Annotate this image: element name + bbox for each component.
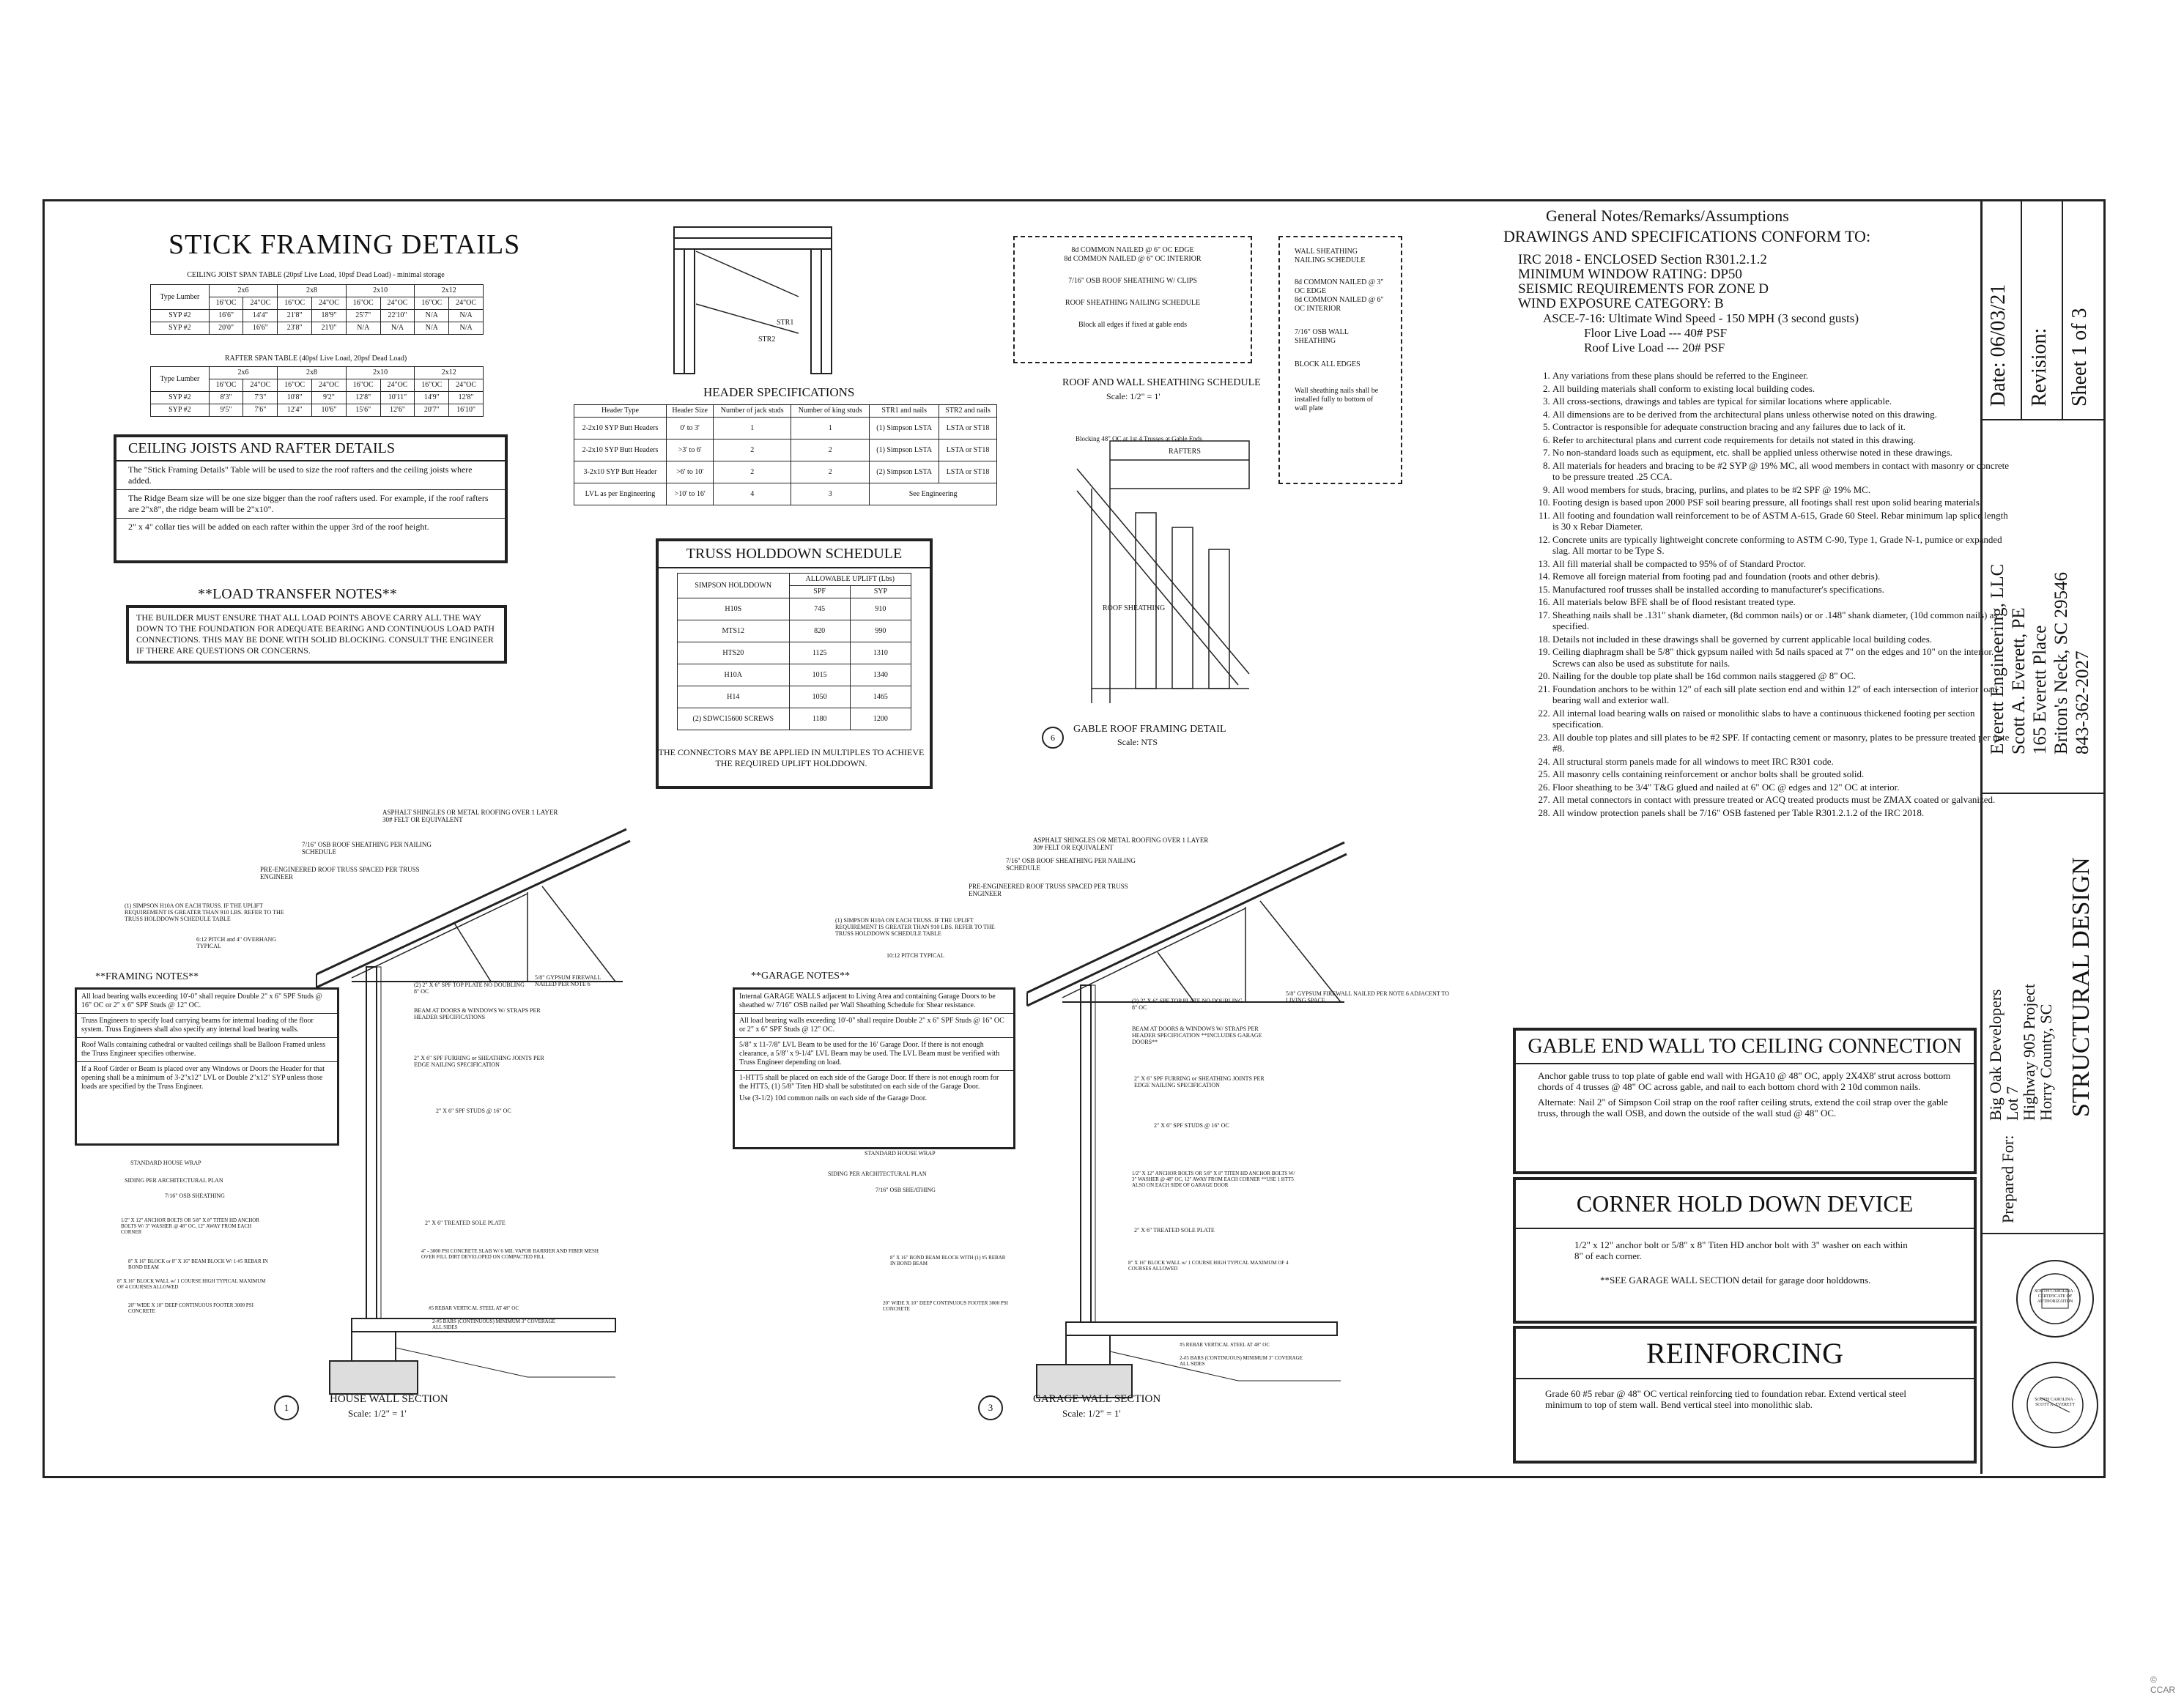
list-item: 20. Nailing for the double top plate shall be 16d common nails staggered @ 8" OC. bbox=[1552, 670, 2010, 682]
reinforcing-box bbox=[1513, 1326, 1977, 1464]
title-divider bbox=[2062, 199, 2063, 419]
house-section-scale: Scale: 1/2" = 1' bbox=[348, 1408, 407, 1419]
ceiling-rafter-details-title: CEILING JOISTS AND RAFTER DETAILS bbox=[116, 437, 505, 461]
list-item: 27. All metal connectors in contact with pressure treated or ACQ treated products must be ZMAX coated or galvanized. bbox=[1552, 794, 2010, 806]
house-label: 8" X 16" BLOCK or 8" X 16" BEAM BLOCK W/ 1-#5 REBAR IN BOND BEAM bbox=[128, 1258, 268, 1270]
gable-num: 6 bbox=[1042, 727, 1064, 749]
garage-label: 7/16" OSB SHEATHING bbox=[876, 1187, 936, 1193]
house-label: 20" WIDE X 10" DEEP CONTINUOUS FOOTER 3000 PSI CONCRETE bbox=[128, 1302, 253, 1314]
gable-label-top: Blocking 48" OC at 1st 4 Trusses at Gable Ends bbox=[1076, 435, 1202, 442]
rafter-span-table: Type Lumber 2x6 2x8 2x10 2x12 16"OC 24"OC 16"OC 24"OC 16"OC 24"OC 16"OC 24"OC SYP #2 8'3" 7'3" 10'8" 9'2" 12'8" 10'11" 14'9" 12'8" SYP #2 9'5" 7'6" 12'4" 10'6" 15'6" 12'6" 20'7" 16'10" bbox=[150, 366, 484, 417]
ceiling-rafter-p3: 2" x 4" collar ties will be added on each rafter within the upper 3rd of the roof height. bbox=[128, 522, 429, 532]
seal-text-1: SOUTH CAROLINA · CERTIFICATE OF AUTHORIZATION bbox=[2035, 1289, 2076, 1304]
house-label: 1/2" X 12" ANCHOR BOLTS OR 5/8" X 8" TITEN HD ANCHOR BOLTS W/ 3" WASHER @ 48" OC, 12" AWAY FROM EACH CORNER bbox=[121, 1217, 259, 1235]
house-label: 7/16" OSB ROOF SHEATHING PER NAILING SCHEDULE bbox=[302, 841, 432, 856]
list-item: 26. Floor sheathing to be 3/4" T&G glued and nailed at 6" OC @ edges and 12" OC at interior. bbox=[1552, 782, 2010, 793]
list-item: 19. Ceiling diaphragm shall be 5/8" thick gypsum nailed with 5d nails spaced at 7" on the edges and 10" on the interior. Screws can also be used as substitute for nails. bbox=[1552, 646, 2010, 669]
load-transfer-text: THE BUILDER MUST ENSURE THAT ALL LOAD POINTS ABOVE CARRY ALL THE WAY DOWN TO THE FOUNDATION FOR ADEQUATE BEARING AND CONTINUOUS LOAD PATH CONNECTIONS. THIS MAY BE DONE WITH SOLID BLOCKING. CONSULT THE ENGINEER IF THERE ARE QUESTIONS OR CONCERNS. bbox=[126, 605, 507, 664]
floor-live-load: Floor Live Load --- 40# PSF bbox=[1584, 326, 1728, 340]
garage-label: ASPHALT SHINGLES OR METAL ROOFING OVER 1 LAYER 30# FELT OR EQUIVALENT bbox=[1033, 837, 1209, 851]
wall-line-6: Wall sheathing nails shall be installed fully to bottom of wall plate bbox=[1295, 387, 1379, 412]
corner-hold-down-box bbox=[1513, 1177, 1977, 1324]
garage-label: PRE-ENGINEERED ROOF TRUSS SPACED PER TRUSS ENGINEER bbox=[969, 883, 1128, 897]
stick-framing-title: STICK FRAMING DETAILS bbox=[169, 229, 521, 260]
watermark: © CCAR bbox=[2150, 1674, 2176, 1695]
table-row: 3-2x10 SYP Butt Header >6' to 10' 2 2 (2) Simpson LSTA LSTA or ST18 bbox=[574, 461, 997, 483]
code-item: IRC 2018 - ENCLOSED Section R301.2.1.2 bbox=[1518, 252, 1767, 267]
house-label: 8" X 16" BLOCK WALL w/ 1 COURSE HIGH TYPICAL MAXIMUM OF 4 COURSES ALLOWED bbox=[117, 1278, 266, 1290]
house-label: SIDING PER ARCHITECTURAL PLAN bbox=[125, 1177, 223, 1184]
garage-label: BEAM AT DOORS & WINDOWS W/ STRAPS PER HEADER SPECIFICATION **INCLUDES GARAGE DOORS** bbox=[1132, 1025, 1262, 1045]
house-label: #5 REBAR VERTICAL STEEL AT 48" OC bbox=[429, 1305, 519, 1311]
list-item: 4. All dimensions are to be derived from the architectural plans unless otherwise noted on this drawing. bbox=[1552, 409, 2010, 420]
gable-end-title: GABLE END WALL TO CEILING CONNECTION bbox=[1516, 1031, 1974, 1064]
house-label: STANDARD HOUSE WRAP bbox=[130, 1160, 201, 1166]
house-label: PRE-ENGINEERED ROOF TRUSS SPACED PER TRUSS ENGINEER bbox=[260, 866, 420, 880]
ceiling-rafter-p2: The Ridge Beam size will be one size bigger than the roof rafters used. For example, if the roof rafters are 2"x8", the ridge beam will be 2"x10". bbox=[116, 490, 505, 519]
header-detail-drawing bbox=[645, 223, 865, 377]
firm-line: Scott A. Everett, PE bbox=[2009, 607, 2029, 754]
corner-p2: **SEE GARAGE WALL SECTION detail for garage door holddowns. bbox=[1600, 1275, 1871, 1286]
code-item: SEISMIC REQUIREMENTS FOR ZONE D bbox=[1518, 281, 1769, 297]
garage-note: Use (3-1/2) 10d common nails on each side of the Garage Door. bbox=[739, 1094, 928, 1102]
firm-line: 843-362-2027 bbox=[2073, 650, 2092, 754]
rafter-span-table-title: RAFTER SPAN TABLE (40psf Live Load, 20psf Dead Load) bbox=[224, 355, 407, 363]
title-divider bbox=[1980, 1233, 2103, 1234]
prepared-for: Prepared For: bbox=[1999, 1135, 2017, 1223]
gable-end-box bbox=[1513, 1028, 1977, 1174]
title-date: Date: 06/03/21 bbox=[1987, 283, 2010, 407]
title-sheet: Sheet 1 of 3 bbox=[2068, 308, 2091, 407]
list-item: 2. All building materials shall conform to existing local building codes. bbox=[1552, 383, 2010, 395]
house-section-title: HOUSE WALL SECTION bbox=[330, 1393, 448, 1405]
garage-label: 7/16" OSB ROOF SHEATHING PER NAILING SCHEDULE bbox=[1006, 857, 1136, 872]
wall-line-3: 8d COMMON NAILED @ 6" OC INTERIOR bbox=[1295, 296, 1384, 313]
house-label: 4" - 3000 PSI CONCRETE SLAB W/ 6 MIL VAPOR BARRIER AND FIBER MESH OVER FILL DIRT DEVELOPED ON COMPACTED FILL bbox=[421, 1248, 599, 1260]
ceiling-rafter-details-box bbox=[114, 434, 508, 563]
list-item: 11. All footing and foundation wall reinforcement to be of ASTM A-615, Grade 60 Steel. Rebar minimum lap splice length is 30 x Rebar Diameter. bbox=[1552, 510, 2010, 533]
seal-text-2: SOUTH CAROLINA · SCOTT A. EVERETT bbox=[2035, 1398, 2076, 1407]
table-row: H10A 1015 1340 bbox=[678, 664, 911, 686]
roof-line-3: 7/16" OSB ROOF SHEATHING W/ CLIPS bbox=[1068, 277, 1197, 285]
garage-label: 2" X 6" SPF STUDS @ 16" OC bbox=[1154, 1122, 1229, 1129]
roof-sheathing-box bbox=[1013, 236, 1252, 363]
garage-label: 2" X 6" SPF FURRING or SHEATHING JOINTS PER EDGE NAILING SPECIFICATION bbox=[1134, 1075, 1265, 1088]
gable-title: GABLE ROOF FRAMING DETAIL bbox=[1073, 724, 1226, 735]
table-row: SYP #2 9'5" 7'6" 12'4" 10'6" 15'6" 12'6" 20'7" 16'10" bbox=[151, 404, 484, 417]
garage-note: 5/8" x 11-7/8" LVL Beam to be used for the 16' Garage Door. If there is not enough clearance, a 5/8" x 9-1/4" LVL Beam may be used. The LVL Beam must be verified with Truss Engineer depending on load. bbox=[735, 1038, 1013, 1071]
wall-line-5: BLOCK ALL EDGES bbox=[1295, 360, 1361, 368]
wall-line-2: 8d COMMON NAILED @ 3" OC EDGE bbox=[1295, 278, 1384, 295]
roof-line-4: ROOF SHEATHING NAILING SCHEDULE bbox=[1065, 299, 1201, 307]
design-title: STRUCTURAL DESIGN bbox=[2068, 857, 2095, 1117]
firm-line: Everett Engineering, LLC bbox=[1988, 563, 2007, 754]
code-item: MINIMUM WINDOW RATING: DP50 bbox=[1518, 267, 1742, 282]
house-label: 7/16" OSB SHEATHING bbox=[165, 1193, 225, 1199]
reinforcing-title: REINFORCING bbox=[1516, 1329, 1974, 1379]
asce-line: ASCE-7-16: Ultimate Wind Speed - 150 MPH (3 second gusts) bbox=[1543, 311, 1859, 325]
ceiling-span-table: Type Lumber 2x6 2x8 2x10 2x12 16"OC 24"OC 16"OC 24"OC 16"OC 24"OC 16"OC 24"OC SYP #2 16'6" 14'4" 21'8" 18'9" 25'7" 22'10" N/A N/A SYP #2 20'0" 16'6" 23'8" 21'0" N/A N/A N/A N/A bbox=[150, 284, 484, 335]
wall-line-4: 7/16" OSB WALL SHEATHING bbox=[1295, 328, 1349, 345]
wall-sheathing-box bbox=[1278, 236, 1402, 484]
garage-notes-box bbox=[733, 987, 1015, 1149]
header-spec-table: Header Type Header Size Number of jack studs Number of king studs STR1 and nails STR2 and nails 2-2x10 SYP Butt Headers 0' to 3' 1 1 (1) Simpson LSTA LSTA or ST18 2-2x10 SYP Butt Headers >3' to 6' 2 2 (1) Simpson LSTA LSTA or ST18 3-2x10 SYP Butt Header >6' to 10' 2 2 (2) Simpson LSTA LSTA or ST18 LVL as per Engineering >10' to 16' 4 3 See Engineering bbox=[574, 404, 997, 505]
general-notes-list bbox=[1528, 370, 2010, 820]
garage-note: Internal GARAGE WALLS adjacent to Living Area and containing Garage Doors to be sheathed w/ 7/16" OSB nailed per Wall Sheathing Schedule for Shear resistance. bbox=[735, 990, 1013, 1014]
garage-label: 2-#5 BARS (CONTINUOUS) MINIMUM 3" COVERAGE ALL SIDES bbox=[1180, 1355, 1303, 1367]
ceiling-span-table-title: CEILING JOIST SPAN TABLE (20psf Live Load, 10psf Dead Load) - minimal storage bbox=[187, 271, 445, 279]
firm-block bbox=[1987, 564, 2093, 754]
list-item: 8. All materials for headers and bracing to be #2 SYP @ 19% MC, all wood members in contact with masonry or concrete to be pressure treated .25 CCA. bbox=[1552, 460, 2010, 483]
truss-table: SIMPSON HOLDDOWN ALLOWABLE UPLIFT (Lbs) SPF SYP H10S 745 910 MTS12 820 990 HTS20 1125 1310 H10A 1015 1340 H14 1050 1465 (2) SDWC15600 SCREWS 1180 1200 bbox=[677, 573, 911, 730]
ceiling-rafter-p1: The "Stick Framing Details" Table will be used to size the roof rafters and the ceiling joists where added. bbox=[116, 461, 505, 490]
garage-notes-title: **GARAGE NOTES** bbox=[751, 971, 850, 982]
garage-label: 5/8" GYPSUM FIREWALL NAILED PER NOTE 6 ADJACENT TO LIVING SPACE bbox=[1286, 990, 1449, 1004]
client-block bbox=[1987, 984, 2054, 1121]
framing-note: All load bearing walls exceeding 10'-0" shall require Double 2" x 6" SPF Studs @ 16" OC or 2" x 6" SPF Studs @ 12" OC. bbox=[77, 990, 337, 1014]
corner-title: CORNER HOLD DOWN DEVICE bbox=[1516, 1180, 1974, 1229]
house-label: 2" X 6" SPF STUDS @ 16" OC bbox=[436, 1108, 511, 1114]
framing-notes-title: **FRAMING NOTES** bbox=[95, 971, 199, 982]
table-row: H10S 745 910 bbox=[678, 598, 911, 620]
reinforcing-p1: Grade 60 #5 rebar @ 48" OC vertical reinforcing tied to foundation rebar. Extend vertical steel minimum to top of stem wall. Bend vertical steel into monolithic slab. bbox=[1545, 1388, 1907, 1410]
general-notes-subtitle: DRAWINGS AND SPECIFICATIONS CONFORM TO: bbox=[1503, 227, 1871, 245]
sheathing-title: ROOF AND WALL SHEATHING SCHEDULE bbox=[1062, 377, 1261, 388]
house-section-num: 1 bbox=[274, 1395, 299, 1420]
garage-label: 2" X 6" TREATED SOLE PLATE bbox=[1134, 1227, 1215, 1234]
seal-icon bbox=[2011, 1244, 2099, 1464]
garage-label: 20" WIDE X 10" DEEP CONTINUOUS FOOTER 3000 PSI CONCRETE bbox=[883, 1300, 1008, 1312]
list-item: 15. Manufactured roof trusses shall be installed according to manufacturer's specifications. bbox=[1552, 584, 2010, 596]
sheathing-scale: Scale: 1/2" = 1' bbox=[1106, 391, 1161, 401]
code-list bbox=[1518, 253, 1859, 355]
general-notes-title: General Notes/Remarks/Assumptions bbox=[1546, 207, 1789, 225]
garage-wall-section-drawing bbox=[1018, 828, 1355, 1406]
garage-label: 10:12 PITCH TYPICAL bbox=[886, 952, 944, 959]
list-item: 24. All structural storm panels made for all windows to meet IRC R301 code. bbox=[1552, 756, 2010, 768]
list-item: 6. Refer to architectural plans and current code requirements for details not stated in this drawing. bbox=[1552, 434, 2010, 446]
house-label: (2) 2" X 6" SPF TOP PLATE NO DOUBLING 8" OC bbox=[414, 982, 525, 995]
truss-note: THE CONNECTORS MAY BE APPLIED IN MULTIPLES TO ACHIEVE THE REQUIRED UPLIFT HOLDDOWN. bbox=[658, 747, 925, 768]
table-row: H14 1050 1465 bbox=[678, 686, 911, 708]
list-item: 13. All fill material shall be compacted to 95% of of Standard Proctor. bbox=[1552, 558, 2010, 570]
list-item: 7. No non-standard loads such as equipment, etc. shall be applied unless otherwise noted in these drawings. bbox=[1552, 447, 2010, 459]
framing-notes-box bbox=[75, 987, 339, 1146]
str1-label: STR1 bbox=[777, 319, 794, 327]
client-line: Lot 7 bbox=[2003, 1086, 2021, 1121]
list-item: 25. All masonry cells containing reinforcement or anchor bolts shall be grouted solid. bbox=[1552, 768, 2010, 780]
house-label: (1) SIMPSON H10A ON EACH TRUSS. IF THE UPLIFT REQUIREMENT IS GREATER THAN 910 LBS. REFER TO THE TRUSS HOLDDOWN SCHEDULE TABLE bbox=[125, 902, 284, 922]
garage-section-title: GARAGE WALL SECTION bbox=[1033, 1393, 1161, 1405]
house-label: 2" X 6" TREATED SOLE PLATE bbox=[425, 1220, 506, 1226]
garage-section-scale: Scale: 1/2" = 1' bbox=[1062, 1408, 1121, 1419]
table-row: HTS20 1125 1310 bbox=[678, 642, 911, 664]
house-label: 6:12 PITCH and 4" OVERHANG TYPICAL bbox=[196, 936, 277, 949]
table-row: 2-2x10 SYP Butt Headers 0' to 3' 1 1 (1) Simpson LSTA LSTA or ST18 bbox=[574, 418, 997, 439]
framing-note: Truss Engineers to specify load carrying beams for internal loading of the floor system. Truss Engineers shall also specify any internal load bearing walls. bbox=[77, 1014, 337, 1038]
gable-label-sheathing: ROOF SHEATHING bbox=[1103, 604, 1166, 612]
table-row: (2) SDWC15600 SCREWS 1180 1200 bbox=[678, 708, 911, 730]
garage-label: 8" X 16" BLOCK WALL w/ 1 COURSE HIGH TYPICAL MAXIMUM OF 4 COURSES ALLOWED bbox=[1128, 1260, 1289, 1272]
list-item: 3. All cross-sections, drawings and tables are typical for similar locations where applicable. bbox=[1552, 396, 2010, 407]
load-transfer-title: **LOAD TRANSFER NOTES** bbox=[198, 586, 397, 602]
list-item: 10. Footing design is based upon 2000 PSF soil bearing pressure, all footings shall rest upon solid bearing materials. bbox=[1552, 497, 2010, 508]
house-label: ASPHALT SHINGLES OR METAL ROOFING OVER 1 LAYER 30# FELT OR EQUIVALENT bbox=[382, 809, 558, 823]
list-item: 9. All wood members for studs, bracing, purlins, and plates to be #2 SPF @ 19% MC. bbox=[1552, 484, 2010, 496]
garage-label: 1/2" X 12" ANCHOR BOLTS OR 5/8" X 8" TITEN HD ANCHOR BOLTS W/ 3" WASHER @ 48" OC, 12" AWAY FROM EACH CORNER **USE 1 HTT5 ALSO ON EACH SIDE OF GARAGE DOOR bbox=[1132, 1171, 1295, 1188]
gable-framing-drawing bbox=[1062, 432, 1260, 711]
gable-scale: Scale: NTS bbox=[1117, 737, 1158, 747]
corner-p1: 1/2" x 12" anchor bolt or 5/8" x 8" Titen HD anchor bolt with 3" washer on each within 8" of each corner. bbox=[1574, 1239, 1908, 1261]
list-item: 18. Details not included in these drawings shall be governed by current applicable local building codes. bbox=[1552, 634, 2010, 645]
list-item: 16. All materials below BFE shall be of flood resistant treated type. bbox=[1552, 596, 2010, 608]
header-spec-title: HEADER SPECIFICATIONS bbox=[703, 385, 855, 399]
list-item: 17. Sheathing nails shall be .131" shank diameter, (8d common nails) or or .148" shank diameter, (10d common nails) as specified. bbox=[1552, 609, 2010, 632]
list-item: 23. All double top plates and sill plates to be #2 SPF. If contacting cement or masonry, plates to be pressure treated per note #8. bbox=[1552, 732, 2010, 754]
house-label: 2" X 6" SPF FURRING or SHEATHING JOINTS PER EDGE NAILING SPECIFICATION bbox=[414, 1055, 544, 1068]
table-row: SYP #2 20'0" 16'6" 23'8" 21'0" N/A N/A N/A N/A bbox=[151, 322, 484, 335]
house-wall-section-drawing bbox=[308, 806, 659, 1406]
client-line: Big Oak Developers bbox=[1986, 989, 2005, 1121]
garage-section-num: 3 bbox=[978, 1395, 1003, 1420]
list-item: 14. Remove all foreign material from footing pad and foundation (roots and other debris). bbox=[1552, 571, 2010, 582]
garage-label: 8" X 16" BOND BEAM BLOCK WITH (1) #5 REBAR IN BOND BEAM bbox=[890, 1255, 1006, 1266]
client-line: Horry County, SC bbox=[2037, 1004, 2055, 1121]
garage-note: All load bearing walls exceeding 10'-0" shall require Double 2" x 6" SPF Studs @ 16" OC or 2" x 6" SPF Studs @ 12" OC. bbox=[735, 1014, 1013, 1038]
framing-note: Roof Walls containing cathedral or vaulted ceilings shall be Balloon Framed unless the Truss Engineer specifies otherwise. bbox=[77, 1038, 337, 1062]
garage-label: (1) SIMPSON H10A ON EACH TRUSS. IF THE UPLIFT REQUIREMENT IS GREATER THAN 910 LBS. REFER TO THE TRUSS HOLDDOWN SCHEDULE TABLE bbox=[835, 917, 995, 937]
list-item: 5. Contractor is responsible for adequate construction bracing and any failures due to lack of it. bbox=[1552, 421, 2010, 433]
wall-line-1: WALL SHEATHING NAILING SCHEDULE bbox=[1295, 248, 1366, 264]
list-item: 22. All internal load bearing walls on raised or monolithic slabs to have a continuous thickened footing per section specification. bbox=[1552, 708, 2010, 730]
garage-note: 1-HTT5 shall be placed on each side of the Garage Door. If there is not enough room for the HTT5, (1) 5/8" Titen HD shall be substituted on each side of the Garage Door. bbox=[739, 1074, 999, 1091]
garage-label: #5 REBAR VERTICAL STEEL AT 48" OC bbox=[1180, 1342, 1270, 1348]
roof-line-2: 8d COMMON NAILED @ 6" OC INTERIOR bbox=[1064, 255, 1202, 263]
list-item: 21. Foundation anchors to be within 12" of each sill plate section end and within 12" of each intersection of interior load bearing wall and exterior wall. bbox=[1552, 683, 2010, 706]
title-divider bbox=[1980, 419, 2103, 420]
table-row: MTS12 820 990 bbox=[678, 620, 911, 642]
house-label: BEAM AT DOORS & WINDOWS W/ STRAPS PER HEADER SPECIFICATIONS bbox=[414, 1007, 541, 1020]
table-row: LVL as per Engineering >10' to 16' 4 3 See Engineering bbox=[574, 483, 997, 505]
roof-live-load: Roof Live Load --- 20# PSF bbox=[1584, 341, 1725, 355]
list-item: 28. All window protection panels shall be 7/16" OSB fastened per Table R301.2.1.2 of the IRC 2018. bbox=[1552, 807, 2010, 819]
list-item: 1. Any variations from these plans should be referred to the Engineer. bbox=[1552, 370, 2010, 382]
gable-end-p1: Anchor gable truss to top plate of gable end wall with HGA10 @ 48" OC, apply 2X4X8' strut across bottom chords of 4 trusses @ 48" OC across gable, and nail to each bottom chord with 2 10d common nails. bbox=[1538, 1070, 1951, 1092]
title-divider bbox=[2021, 199, 2022, 419]
garage-label: STANDARD HOUSE WRAP bbox=[865, 1150, 936, 1157]
table-row: SYP #2 8'3" 7'3" 10'8" 9'2" 12'8" 10'11" 14'9" 12'8" bbox=[151, 392, 484, 404]
garage-label: (2) 2" X 6" SPF TOP PLATE NO DOUBLING 8" OC bbox=[1132, 998, 1243, 1011]
title-revision: Revision: bbox=[2028, 327, 2051, 407]
list-item: 12. Concrete units are typically lightweight concrete conforming to ASTM C-90, Type 1, Grade N-1, pumice or expanded slag. All mortar to be Type S. bbox=[1552, 534, 2010, 557]
truss-title: TRUSS HOLDDOWN SCHEDULE bbox=[659, 541, 930, 568]
firm-line: 165 Everett Place bbox=[2030, 625, 2050, 754]
roof-line-1: 8d COMMON NAILED @ 6" OC EDGE bbox=[1071, 246, 1194, 254]
garage-label: SIDING PER ARCHITECTURAL PLAN bbox=[828, 1171, 927, 1177]
client-line: Highway 905 Project bbox=[2020, 984, 2038, 1121]
gable-label-rafters: RAFTERS bbox=[1169, 448, 1201, 456]
code-item: WIND EXPOSURE CATEGORY: B bbox=[1518, 296, 1724, 311]
table-row: 2-2x10 SYP Butt Headers >3' to 6' 2 2 (1) Simpson LSTA LSTA or ST18 bbox=[574, 439, 997, 461]
framing-note: If a Roof Girder or Beam is placed over any Windows or Doors the Header for that opening shall be a minimum of 3-2"x12" LVL or Double 2"x12" SYP unless those loads are specified by the Truss Engineer. bbox=[81, 1065, 325, 1091]
house-label: 2-#5 BARS (CONTINUOUS) MINIMUM 3" COVERAGE ALL SIDES bbox=[432, 1318, 555, 1330]
firm-line: Briton's Neck, SC 29546 bbox=[2051, 572, 2071, 754]
str2-label: STR2 bbox=[758, 335, 776, 344]
house-label: 5/8" GYPSUM FIREWALL NAILED PER NOTE 6 bbox=[535, 974, 601, 987]
title-divider bbox=[1980, 793, 2103, 794]
gable-end-p2: Alternate: Nail 2" of Simpson Coil strap on the roof rafter ceiling struts, extend the coil strap over the gable truss, through the wall OSB, and down the outside of the wall stud @ 48" OC. bbox=[1538, 1097, 1948, 1119]
table-row: SYP #2 16'6" 14'4" 21'8" 18'9" 25'7" 22'10" N/A N/A bbox=[151, 310, 484, 322]
roof-line-5: Block all edges if fixed at gable ends bbox=[1078, 321, 1187, 329]
